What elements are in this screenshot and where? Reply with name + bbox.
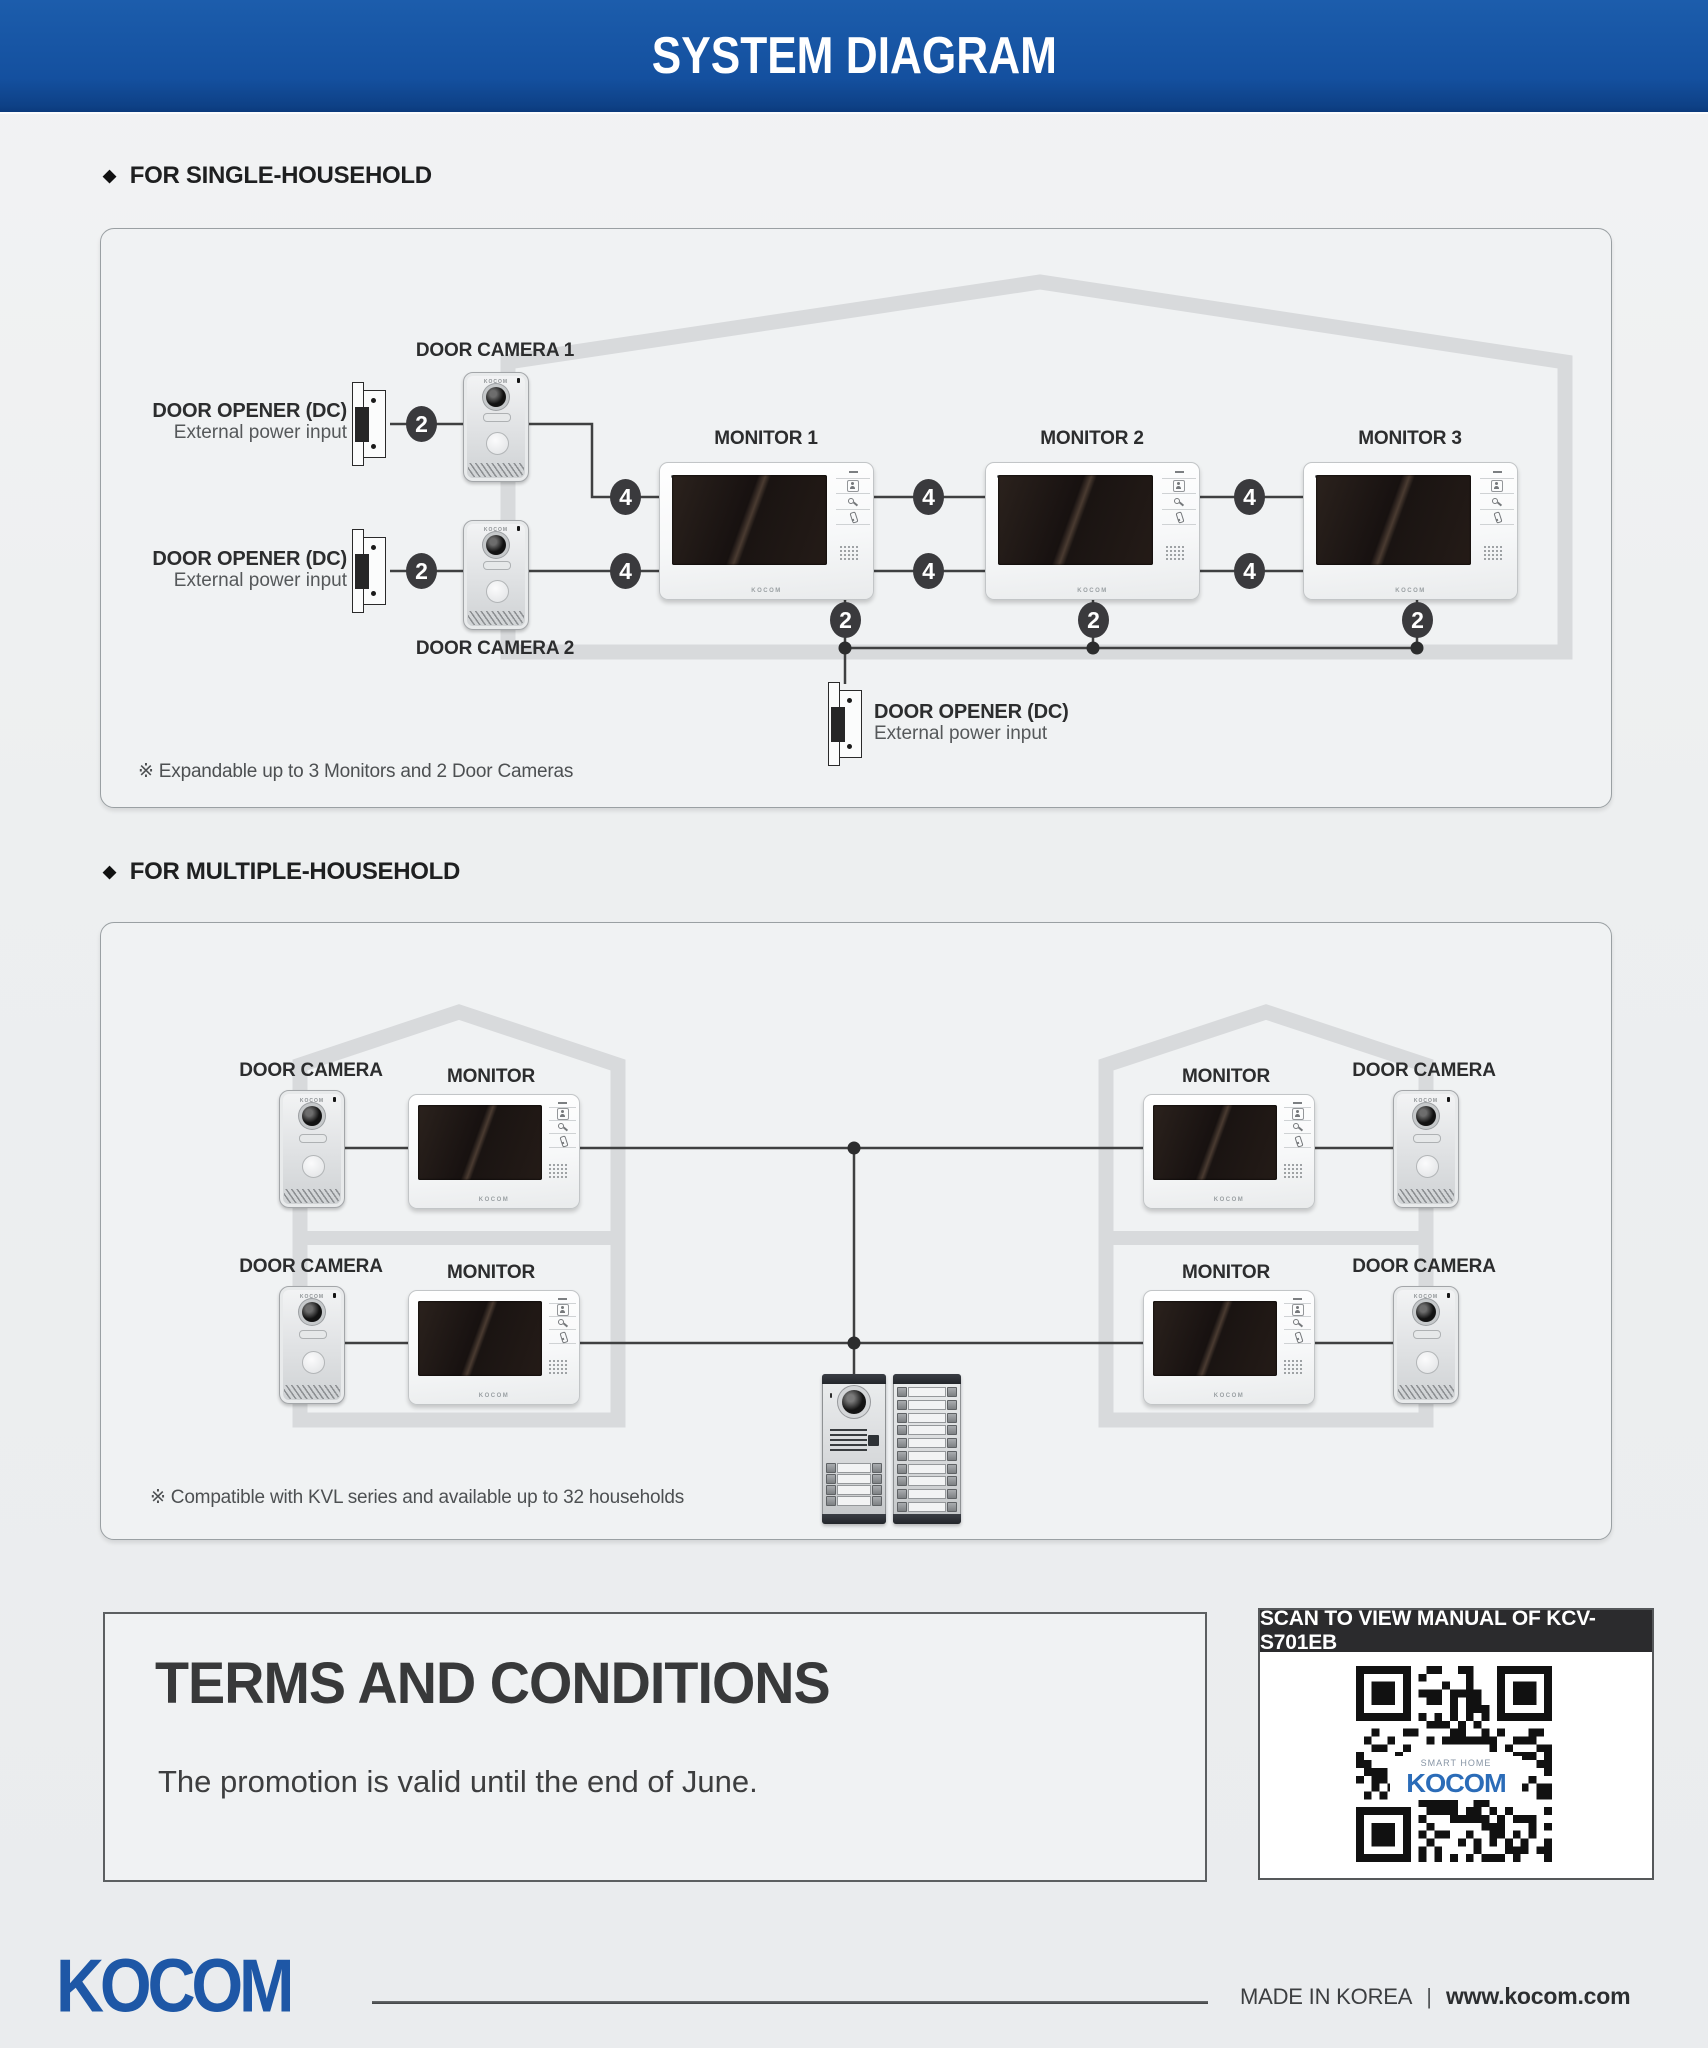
call-button [1416,1155,1439,1178]
monitor-3-label: MONITOR 3 [1358,428,1462,449]
monitor-buttons [549,1303,576,1339]
wire-count-badge: 4 [1234,479,1265,515]
call-icon [1293,1136,1303,1146]
qr-box [1258,1608,1654,1880]
section-heading-multi-label: FOR MULTIPLE-HOUSEHOLD [129,858,461,885]
door-camera-device-1: KOCOM [463,372,529,482]
key-icon [1174,497,1184,507]
person-icon [557,1304,569,1316]
key-icon [1293,1122,1303,1132]
camera-lens-icon [1416,1302,1436,1322]
monitor-device: KOCOM [1143,1094,1315,1209]
led-icon [333,1293,336,1298]
monitor-buttons [1162,478,1196,522]
monitor-buttons [1480,478,1514,522]
kocom-logo-small: KOCOM [1406,1768,1506,1798]
door-camera-device-2: KOCOM [463,520,529,630]
monitor-screen [418,1105,542,1180]
wire-count-badge: 4 [913,553,944,589]
terms-heading: TERMS AND CONDITIONS [155,1651,830,1716]
monitor-device: KOCOM [408,1094,580,1209]
monitor-device-1: KOCOM [659,462,874,600]
monitor-buttons [836,478,870,522]
speaker-grille [1398,1385,1454,1399]
call-icon [848,512,858,522]
speaker-grille [468,611,524,625]
led-icon [517,526,520,531]
monitor-2-label: MONITOR 2 [1040,428,1144,449]
speaker-grille [830,1429,867,1453]
monitor-device-2: KOCOM [985,462,1200,600]
person-icon [1173,480,1185,492]
speaker-grid-icon [1283,1359,1302,1374]
speaker-grille [284,1385,340,1399]
monitor-screen [1316,475,1471,565]
monitor-buttons [1284,1303,1311,1339]
website-url: www.kocom.com [1445,1983,1631,2009]
person-icon [847,480,859,492]
diamond-bullet-icon: ◆ [103,166,116,185]
monitor-screen [1153,1105,1277,1180]
speaker-grid-icon [1483,545,1502,560]
camera-lens-icon [842,1390,866,1414]
key-icon [848,497,858,507]
speaker-grid-icon [839,545,858,560]
call-button [302,1155,325,1178]
wire-count-badge: 4 [610,479,641,515]
led-icon [517,378,520,383]
section-heading-single [103,162,432,190]
wire-count-badge: 2 [406,406,437,442]
monitor-1-label: MONITOR 1 [714,428,818,449]
wire-count-badge: 2 [1402,602,1433,638]
lobby-button-panel [893,1374,961,1524]
call-button [486,432,509,455]
footer-right [1240,1983,1660,2010]
wire-count-badge: 4 [913,479,944,515]
page-header [0,0,1708,112]
call-button [1416,1351,1439,1374]
multi-note: ※ Compatible with KVL series and available up to 32 households [150,1487,685,1508]
wire-count-badge: 4 [610,553,641,589]
key-icon [1492,497,1502,507]
monitor-buttons [549,1107,576,1143]
terms-body: The promotion is valid until the end of June. [158,1764,758,1799]
speaker-grille [468,463,524,477]
qr-header: SCAN TO VIEW MANUAL OF KCV-S701EB [1260,1610,1652,1652]
diamond-bullet-icon: ◆ [103,862,116,881]
monitor-screen [998,475,1153,565]
door-camera-device: KOCOM [1393,1286,1459,1404]
wire-count-badge: 2 [830,602,861,638]
monitor-label: MONITOR [1182,1262,1270,1283]
monitor-buttons [1284,1107,1311,1143]
section-heading-single-label: FOR SINGLE-HOUSEHOLD [129,162,432,189]
footer-separator: | [1426,1984,1432,2009]
speaker-grille [1398,1189,1454,1203]
call-icon [1293,1332,1303,1342]
person-icon [557,1108,569,1120]
monitor-device: KOCOM [1143,1290,1315,1405]
camera-lens-icon [1416,1106,1436,1126]
wire-count-badge: 2 [1078,602,1109,638]
door-camera-device: KOCOM [279,1286,345,1404]
section-heading-multi [103,858,460,886]
call-button [486,580,509,603]
person-icon [1292,1108,1304,1120]
call-icon [1492,512,1502,522]
made-in-korea-label: MADE IN KOREA [1240,1984,1413,2009]
door-opener-1-label: DOOR OPENER (DC) External power input [152,400,347,443]
key-icon [1293,1318,1303,1328]
door-opener-device [352,382,386,466]
footer-divider [372,2001,1208,2004]
camera-lens-icon [302,1106,322,1126]
door-camera-2-label: DOOR CAMERA 2 [415,638,575,659]
led-icon [333,1097,336,1102]
call-buttons [897,1387,957,1511]
door-camera-label: DOOR CAMERA [1352,1256,1496,1277]
person-icon [1491,480,1503,492]
terms-box [103,1612,1207,1882]
call-buttons [826,1461,882,1507]
person-icon [1292,1304,1304,1316]
monitor-device-3: KOCOM [1303,462,1518,600]
door-camera-device: KOCOM [1393,1090,1459,1208]
lobby-camera-panel [822,1374,886,1524]
page-title: SYSTEM DIAGRAM [651,27,1057,85]
call-button [302,1351,325,1374]
mic-icon [830,1393,832,1398]
door-camera-label: DOOR CAMERA [1352,1060,1496,1081]
monitor-label: MONITOR [447,1066,535,1087]
speaker-grid-icon [548,1163,567,1178]
speaker-grid-icon [1165,545,1184,560]
door-opener-device [352,529,386,613]
door-camera-label: DOOR CAMERA [239,1060,383,1081]
led-icon [1447,1293,1450,1298]
key-icon [558,1122,568,1132]
key-icon [558,1318,568,1328]
camera-lens-icon [302,1302,322,1322]
monitor-screen [1153,1301,1277,1376]
door-opener-2-label: DOOR OPENER (DC) External power input [152,548,347,591]
door-opener-3-label: DOOR OPENER (DC) External power input [874,701,1069,744]
single-note: ※ Expandable up to 3 Monitors and 2 Door Cameras [138,761,574,782]
wire-count-badge: 4 [1234,553,1265,589]
door-camera-1-label: DOOR CAMERA 1 [415,340,575,361]
door-camera-device: KOCOM [279,1090,345,1208]
qr-center-logo [1390,1756,1522,1800]
monitor-device: KOCOM [408,1290,580,1405]
monitor-label: MONITOR [447,1262,535,1283]
door-camera-label: DOOR CAMERA [239,1256,383,1277]
kocom-logo: KOCOM [56,1943,291,2029]
call-icon [558,1136,568,1146]
door-opener-device [828,682,862,766]
wire-count-badge: 2 [406,553,437,589]
smart-home-label: SMART HOME [1420,1758,1492,1768]
call-icon [1174,512,1184,522]
monitor-label: MONITOR [1182,1066,1270,1087]
call-icon [558,1332,568,1342]
speaker-grille [284,1189,340,1203]
camera-lens-icon [486,387,506,407]
led-icon [1447,1097,1450,1102]
speaker-grid-icon [1283,1163,1302,1178]
camera-lens-icon [486,535,506,555]
monitor-screen [672,475,827,565]
speaker-grid-icon [548,1359,567,1374]
monitor-screen [418,1301,542,1376]
